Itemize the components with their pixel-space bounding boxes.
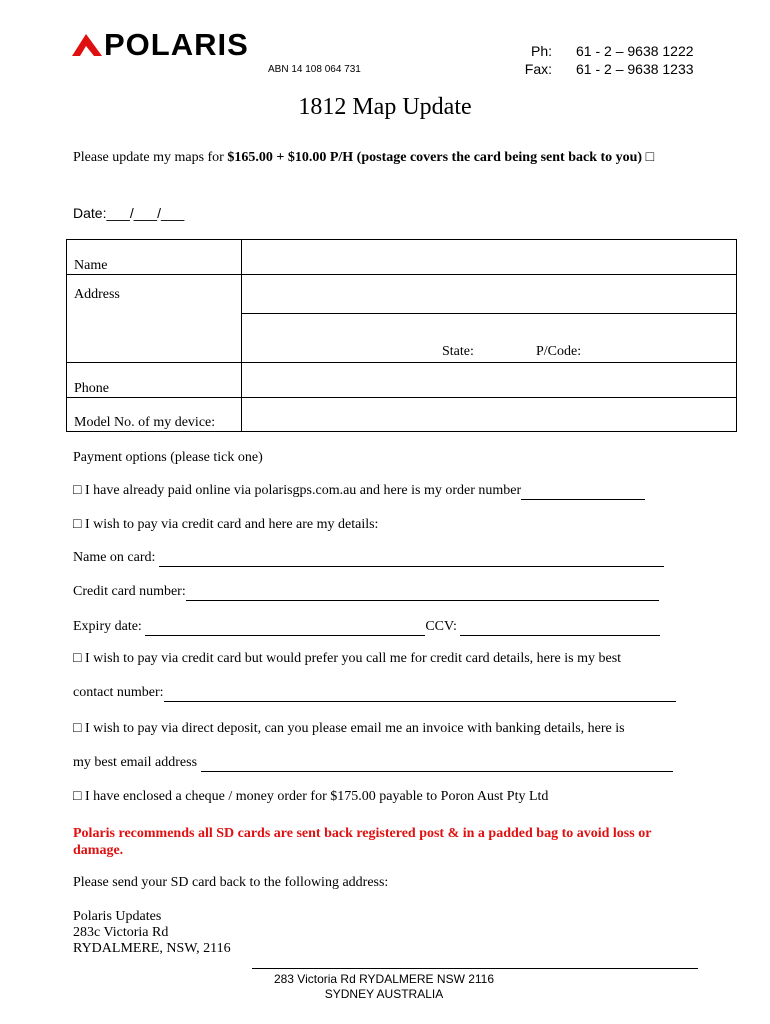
contact-number-field[interactable]: [164, 685, 676, 702]
contact-number-label: contact number:: [73, 685, 164, 700]
date-value[interactable]: ___/___/___: [106, 205, 185, 221]
name-on-card-row: [73, 550, 664, 567]
address-line-1: Polaris Updates: [73, 909, 162, 924]
option-direct-deposit[interactable]: □ I wish to pay via direct deposit, can you please email me an invoice with banking details, here is: [73, 721, 625, 736]
email-row: [73, 755, 673, 772]
date-field[interactable]: [73, 205, 184, 221]
postage-notice: Polaris recommends all SD cards are sent back registered post & in a padded bag to avoid loss or damage.: [73, 826, 652, 858]
intro-checkbox[interactable]: □: [642, 150, 655, 165]
phone-value: 61 - 2 – 9638 1222: [576, 43, 694, 59]
name-on-card-field[interactable]: [159, 550, 664, 567]
send-instruction: Please send your SD card back to the following address:: [73, 875, 389, 890]
footer-address: [252, 972, 516, 1002]
name-label: Name: [67, 240, 242, 275]
email-label: my best email address: [73, 755, 198, 770]
contact-block: [506, 42, 694, 78]
address-label: Address: [67, 275, 242, 363]
address-line-3: RYDALMERE, NSW, 2116: [73, 941, 231, 956]
abn-number: ABN 14 108 064 731: [268, 64, 361, 75]
footer-line-1: 283 Victoria Rd RYDALMERE NSW 2116: [273, 972, 495, 986]
name-on-card-label: Name on card:: [73, 550, 156, 565]
expiry-label: Expiry date:: [73, 619, 142, 634]
card-number-field[interactable]: [186, 584, 659, 601]
option-paid-online-label: □ I have already paid online via polarisgps.com.au and here is my order number: [73, 483, 522, 498]
address-input-line1[interactable]: [242, 275, 737, 314]
brand-name: POLARIS: [104, 27, 249, 62]
payment-heading: Payment options (please tick one): [73, 450, 263, 465]
fax-label: Fax:: [524, 61, 552, 77]
polaris-sail-icon: [72, 32, 104, 58]
contact-number-row: [73, 685, 676, 702]
card-number-row: [73, 584, 659, 601]
order-number-field[interactable]: [521, 483, 645, 500]
option-call-me[interactable]: □ I wish to pay via credit card but would prefer you call me for credit card details, here is my best: [73, 651, 622, 666]
model-label: Model No. of my device:: [67, 398, 242, 432]
phone-label: Ph:: [530, 43, 552, 59]
option-paid-online[interactable]: [73, 483, 645, 500]
footer-line-2: SYDNEY AUSTRALIA: [324, 987, 444, 1001]
model-input[interactable]: [242, 398, 737, 432]
state-label: State:: [442, 344, 474, 359]
email-field[interactable]: [201, 755, 673, 772]
postcode-label: P/Code:: [536, 344, 582, 359]
intro-price: $165.00 + $10.00 P/H (postage covers the card being sent back to you): [227, 150, 643, 165]
customer-details-table: [66, 239, 737, 432]
ccv-field[interactable]: [460, 619, 660, 636]
expiry-ccv-row: [73, 619, 660, 636]
option-cheque[interactable]: □ I have enclosed a cheque / money order for $175.00 payable to Poron Aust Pty Ltd: [73, 789, 549, 804]
card-number-label: Credit card number:: [73, 584, 186, 599]
address-line-2: 283c Victoria Rd: [73, 925, 169, 940]
phone-field-label: Phone: [67, 363, 242, 398]
fax-value: 61 - 2 – 9638 1233: [576, 61, 694, 77]
intro-prefix: Please update my maps for: [73, 150, 228, 165]
footer-divider: [252, 968, 698, 969]
name-input[interactable]: [242, 240, 737, 275]
phone-input[interactable]: [242, 363, 737, 398]
page-title: 1812 Map Update: [298, 94, 472, 120]
return-address: [73, 909, 231, 957]
date-label: Date:: [73, 205, 107, 221]
address-input-line2[interactable]: [242, 314, 737, 363]
intro-text: [73, 148, 683, 168]
polaris-logo: [72, 27, 249, 62]
expiry-field[interactable]: [145, 619, 425, 636]
option-credit-card[interactable]: □ I wish to pay via credit card and here are my details:: [73, 517, 379, 532]
ccv-label: CCV:: [425, 619, 457, 634]
